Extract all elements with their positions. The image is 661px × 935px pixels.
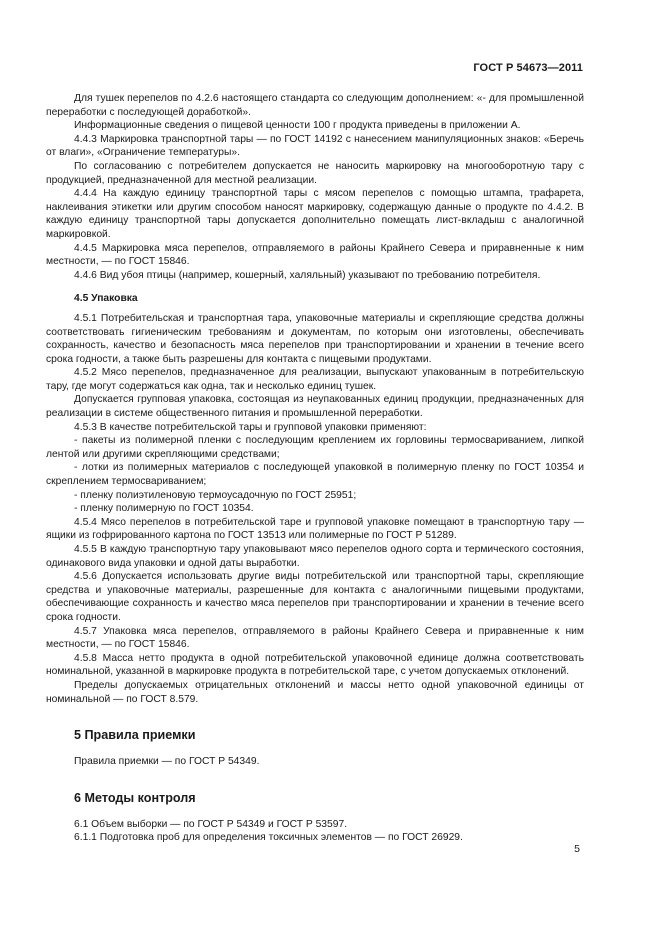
paragraph: 4.5.8 Масса нетто продукта в одной потребительской упаковочной единице должна соответствовать номинальной, указанной в маркировке продукта в потребительской таре, с учетом допускаемых отклонений.	[46, 652, 584, 678]
section-heading-5: 5 Правила приемки	[74, 728, 196, 743]
paragraph: Информационные сведения о пищевой ценности 100 г продукта приведены в приложении А.	[74, 120, 521, 132]
paragraph: 4.5.4 Мясо перепелов в потребительской таре и групповой упаковке помещают в транспортную тару — ящики из гофрированного картона по ГОСТ 13513 или полимерные по ГОСТ Р 51289.	[46, 516, 584, 542]
standard-header: ГОСТ Р 54673—2011	[473, 62, 583, 74]
list-item: - пакеты из полимерной пленки с последующим креплением их горловины термосвариванием, липкой лентой или другими скрепляющими средствами;	[46, 435, 584, 460]
paragraph: Пределы допускаемых отрицательных отклонений и массы нетто одной упаковочной единицы от номинальной — по ГОСТ 8.579.	[46, 679, 584, 705]
paragraph: По согласованию с потребителем допускается не наносить маркировку на многооборотную тару с продукцией, предназначенной для местной реализации.	[46, 160, 584, 186]
paragraph: 4.5.7 Упаковка мяса перепелов, отправляемого в районы Крайнего Севера и приравненные к ним местности, — по ГОСТ 15846.	[46, 625, 584, 651]
paragraph: Допускается групповая упаковка, состоящая из неупакованных единиц продукции, предназначенных для реализации в системе общественного питания и промышленной переработки.	[46, 394, 584, 420]
paragraph: 4.4.4 На каждую единицу транспортной тары с мясом перепелов с помощью штампа, трафарета, наклеивания этикетки или другим способом наносят маркировку, содержащую данные о продукте по 4.4.2. В каждую единицу транспортной тары допускается дополнительно помещать лист-вкладыш с аналогичной маркировкой.	[46, 188, 584, 240]
paragraph: 4.5.5 В каждую транспортную тару упаковывают мясо перепелов одного сорта и термического состояния, одинакового вида упаковки и одной даты выработки.	[46, 544, 584, 569]
paragraph: 4.4.6 Вид убоя птицы (например, кошерный, халяльный) указывают по требованию потребителя.	[74, 269, 541, 281]
paragraph: 4.4.5 Маркировка мяса перепелов, отправляемого в районы Крайнего Севера и приравненные к ним местности, — по ГОСТ 15846.	[46, 242, 584, 268]
section-heading-6: 6 Методы контроля	[74, 790, 196, 805]
paragraph: 4.5.6 Допускается использовать другие виды потребительской или транспортной тары, скрепляющие средства и упаковочные материалы, разрешенные для контакта с аналогичными пищевыми продуктами, обеспечивающие сохранность и качество мяса перепелов при транспортировании и хранении в течение всего срока годности.	[46, 571, 584, 623]
paragraph: 4.5.1 Потребительская и транспортная тара, упаковочные материалы и скрепляющие средства должны соответствовать гигиеническим требованиям и документам, по которым они изготовлены, обеспечивать сохранность, качество и безопасность мяса перепелов при транспортировании и хранении в течение всего срока годности, а также быть разрешены для контакта с пищевыми продуктами.	[46, 312, 584, 365]
list-item: - лотки из полимерных материалов с последующей упаковкой в полимерную пленку по ГОСТ 10354 и скреплением термосвариванием;	[46, 462, 584, 488]
list-item: - пленку полимерную по ГОСТ 10354.	[74, 503, 254, 515]
list-item: - пленку полиэтиленовую термоусадочную по ГОСТ 25951;	[74, 489, 357, 501]
paragraph: 4.4.3 Маркировка транспортной тары — по ГОСТ 14192 с нанесением манипуляционных знаков: «Беречь от влаги», «Ограничение температуры».	[46, 133, 584, 159]
page-number: 5	[574, 843, 580, 855]
paragraph: 4.5.2 Мясо перепелов, предназначенное для реализации, выпускают упакованным в потребительскую тару, где могут содержаться как одна, так и несколько единиц тушек.	[46, 367, 584, 392]
document-body	[46, 92, 584, 845]
paragraph: Для тушек перепелов по 4.2.6 настоящего стандарта со следующим дополнением: «- для промышленной переработки с последующей доработкой».	[46, 93, 584, 118]
paragraph: 4.5.3 В качестве потребительской тары и групповой упаковки применяют:	[74, 421, 427, 433]
section-heading-4-5: 4.5 Упаковка	[74, 293, 138, 305]
paragraph: 6.1.1 Подготовка проб для определения токсичных элементов — по ГОСТ 26929.	[74, 832, 463, 844]
paragraph: Правила приемки — по ГОСТ Р 54349.	[74, 756, 260, 768]
paragraph: 6.1 Объем выборки — по ГОСТ Р 54349 и ГОСТ Р 53597.	[74, 818, 348, 830]
